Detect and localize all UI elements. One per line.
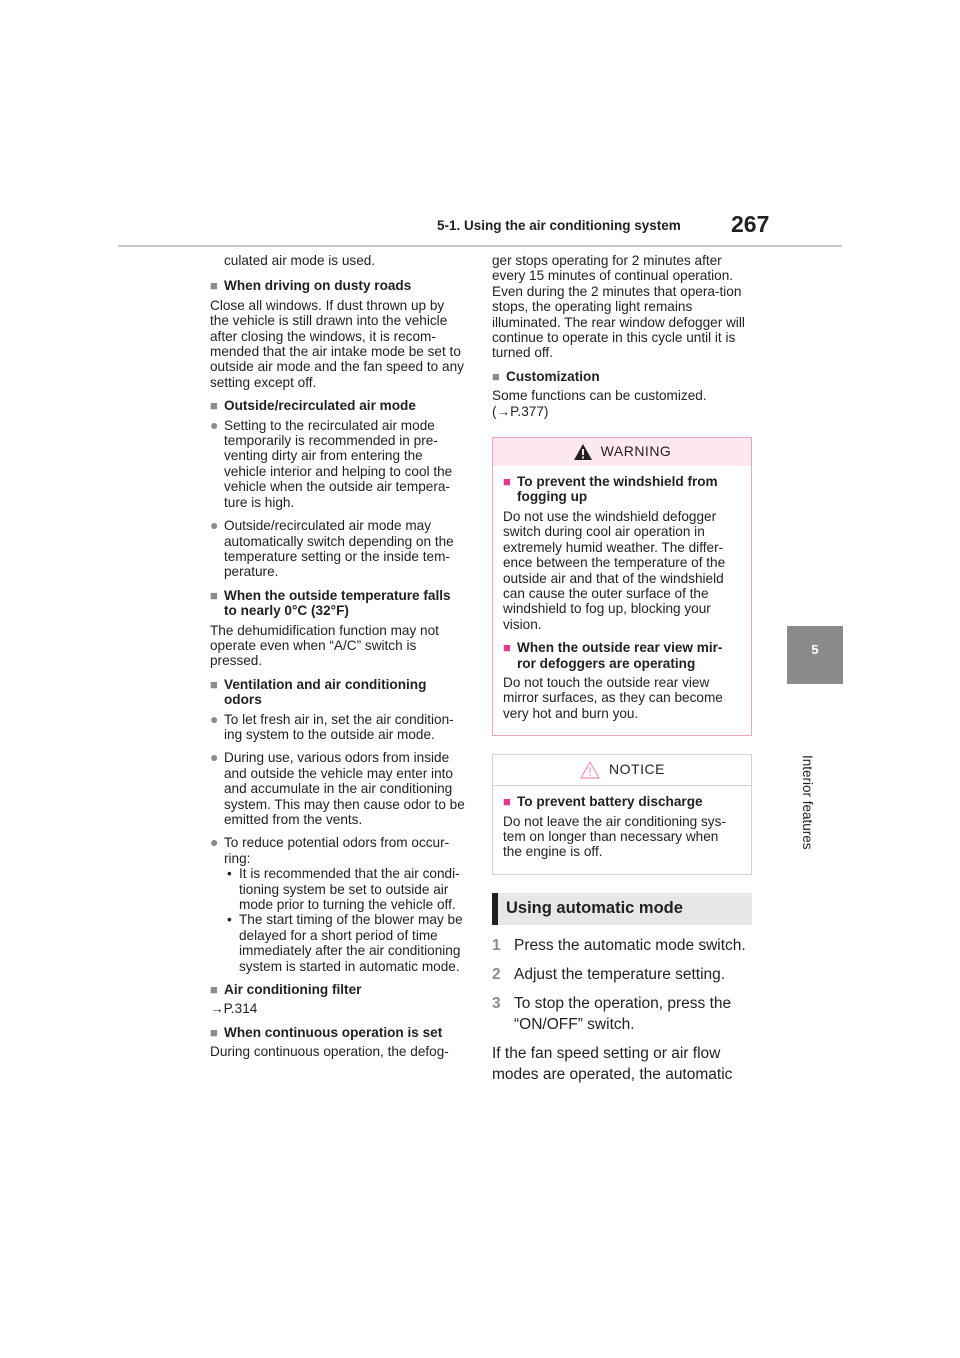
notice-heading: ■ To prevent battery discharge [503, 794, 703, 810]
link-filter[interactable]: →P.314 [210, 1001, 258, 1017]
heading-vent: ■ Ventilation and air conditioning odors [210, 676, 427, 708]
notice-box [492, 754, 752, 875]
section-title: 5-1. Using the air conditioning system [437, 218, 681, 233]
page-number: 267 [731, 211, 770, 237]
warning-heading-2: ■ When the outside rear view mir-ror defoggers are operating [503, 640, 723, 671]
section-heading-auto: Using automatic mode [492, 893, 752, 925]
intro-text: culated air mode is used. [224, 253, 376, 268]
bullet-outside-1: ● Setting to the recirculated air mode temporarily is recommended in pre-venting dirty air from entering the vehicle interior and helping to cool the vehicle when the outside air tempera-ture is high. [210, 416, 453, 510]
bullet-icon: ● [210, 710, 219, 727]
heading-filter: ■ Air conditioning filter [210, 982, 362, 998]
square-icon: ■ [210, 1024, 218, 1040]
square-icon: ■ [210, 587, 218, 603]
heading-dusty: ■ When driving on dusty roads [210, 278, 412, 294]
warning-header: WARNING [493, 438, 751, 466]
chapter-label: Interior features [800, 755, 815, 850]
square-icon: ■ [503, 794, 511, 810]
caution-icon [579, 760, 601, 780]
bullet-icon: ● [210, 834, 219, 851]
tail-text: If the fan speed setting or air flow modes are operated, the automatic [492, 1044, 733, 1083]
warning-box [492, 437, 752, 736]
bullet-vent-1: ● To let fresh air in, set the air condition-ing system to the outside air mode. [210, 710, 454, 742]
chapter-number: 5 [811, 642, 819, 657]
square-icon: ■ [210, 676, 218, 692]
heading-temp: ■ When the outside temperature falls to nearly 0°C (32°F) [210, 587, 451, 619]
heading-customization: ■ Customization [492, 368, 600, 384]
paragraph-dusty: Close all windows. If dust thrown up by the vehicle is still drawn into the vehicle after closing the windows, it is recom-mended that the air intake mode be set to outside air mode and the fan speed to any setting except off. [210, 297, 464, 390]
square-icon: ■ [503, 474, 511, 490]
sub-bullet-1: • It is recommended that the air condi-tioning system be set to outside air mode prior to turning the vehicle off. [227, 866, 460, 913]
paragraph-customization: Some functions can be customized. (→P.377) [492, 388, 707, 419]
bullet-outside-2: ● Outside/recirculated air mode may automatically switch depending on the temperature setting or the inside tem-perature. [210, 517, 454, 580]
paragraph-continuous-cont: ger stops operating for 2 minutes after every 15 minutes of continual operation. Even during the 2 minutes that opera-tion stops, the operating light remains illuminated. The rear window defogger will continue to operate in this cycle until it is turned off. [492, 253, 745, 361]
step-2: 2 Adjust the temperature setting. [492, 965, 726, 983]
step-3: 3 To stop the operation, press the “ON/OFF” switch. [492, 994, 732, 1033]
bullet-icon: ● [210, 416, 219, 433]
warning-heading-1: ■ To prevent the windshield from fogging up [503, 474, 718, 505]
bullet-vent-3: ● To reduce potential odors from occur-ring: [210, 834, 450, 866]
square-icon: ■ [492, 368, 500, 384]
warning-text-2: Do not touch the outside rear view mirror surfaces, as they can become very hot and burn you. [503, 674, 723, 721]
bullet-vent-2: ● During use, various odors from inside and outside the vehicle may enter into and accumulate in the air conditioning system. This may then cause odor to be emitted from the vents. [210, 749, 465, 827]
heading-outside: ■ Outside/recirculated air mode [210, 398, 416, 414]
paragraph-temp: The dehumidification function may not operate even when “A/C” switch is pressed. [210, 622, 439, 669]
notice-header: NOTICE [493, 755, 751, 786]
square-icon: ■ [210, 398, 218, 414]
sub-bullet-2: • The start timing of the blower may be delayed for a short period of time immediately after the air conditioning system is started in automatic mode. [227, 912, 463, 974]
square-icon: ■ [503, 640, 511, 656]
bullet-icon: ● [210, 517, 219, 534]
left-column [210, 253, 466, 1068]
right-column [492, 253, 752, 1093]
paragraph-continuous: During continuous operation, the defog- [210, 1044, 449, 1060]
step-1: 1 Press the automatic mode switch. [492, 936, 746, 954]
warning-text-1: Do not use the windshield defogger switch during cool air operation in extremely humid weather. The differ-ence between the temperature of the outside air and that of the windshield can cause the outer surface of the windshield to fog up, blocking your vision. [503, 508, 726, 632]
notice-text: Do not leave the air conditioning sys-tem on longer than necessary when the engine is off. [503, 813, 726, 860]
heading-continuous: ■ When continuous operation is set [210, 1024, 443, 1040]
warning-icon [573, 443, 593, 461]
header-rule [118, 245, 842, 247]
square-icon: ■ [210, 278, 218, 294]
heading-bar [492, 893, 498, 925]
square-icon: ■ [210, 982, 218, 998]
bullet-icon: ● [210, 749, 219, 766]
